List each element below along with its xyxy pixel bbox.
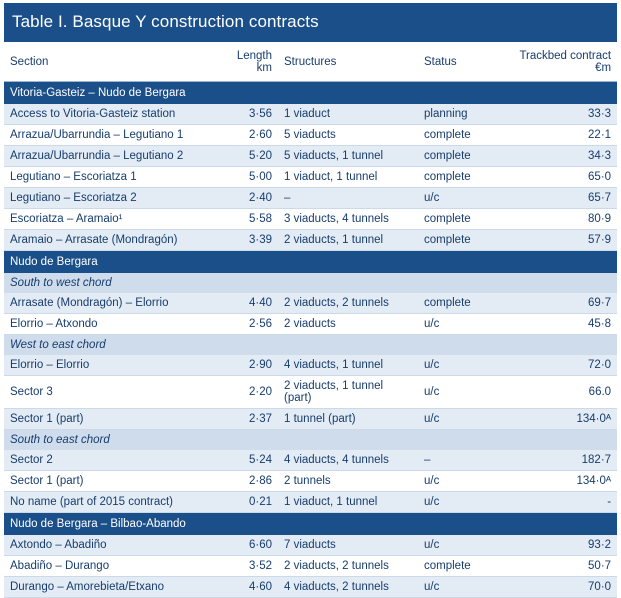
table-cell: 5·00: [216, 167, 278, 188]
table-cell: 2·86: [216, 471, 278, 492]
table-cell: u/c: [418, 188, 506, 209]
table-cell: complete: [418, 230, 506, 251]
table-cell: Durango – Amorebieta/Etxano: [4, 577, 216, 598]
table-cell: 80·9: [506, 209, 617, 230]
table-cell: 33·3: [506, 104, 617, 125]
table-cell: 2 tunnels: [278, 471, 418, 492]
table-cell: 4·40: [216, 293, 278, 314]
table-cell: complete: [418, 125, 506, 146]
column-header: Length km: [216, 43, 278, 82]
table-cell: 22·1: [506, 125, 617, 146]
table-cell: 5·24: [216, 450, 278, 471]
table-header-row: [4, 43, 617, 82]
table-row: [4, 535, 617, 556]
table-cell: u/c: [418, 409, 506, 430]
table-cell: Sector 1 (part): [4, 409, 216, 430]
section-heading-row: [4, 513, 617, 536]
table-cell: 0·21: [216, 492, 278, 513]
table-cell: 4 viaducts, 1 tunnel: [278, 355, 418, 376]
table-cell: 93·2: [506, 535, 617, 556]
table-cell: 70·0: [506, 577, 617, 598]
table-cell: 5·20: [216, 146, 278, 167]
table-cell: 50·7: [506, 556, 617, 577]
table-cell: 134·0ᴬ: [506, 471, 617, 492]
table-cell: 2·20: [216, 376, 278, 409]
table-cell: Abadiño – Durango: [4, 556, 216, 577]
table-cell: 2 viaducts: [278, 314, 418, 335]
table-cell: Sector 1 (part): [4, 471, 216, 492]
table-row: [4, 146, 617, 167]
table-cell: 2·56: [216, 314, 278, 335]
table-cell: 4 viaducts, 4 tunnels: [278, 450, 418, 471]
table-cell: complete: [418, 293, 506, 314]
table-row: [4, 293, 617, 314]
table-cell: Access to Vitoria-Gasteiz station: [4, 104, 216, 125]
table-cell: 6·60: [216, 535, 278, 556]
table-cell: Legutiano – Escoriatza 1: [4, 167, 216, 188]
section-heading-label: Nudo de Bergara – Bilbao-Abando: [4, 513, 617, 536]
table-cell: Arrasate (Mondragón) – Elorrio: [4, 293, 216, 314]
table-cell: 72·0: [506, 355, 617, 376]
table-cell: 1 viaduct, 1 tunnel: [278, 492, 418, 513]
table-cell: 4 viaducts, 2 tunnels: [278, 577, 418, 598]
contracts-table: [4, 3, 617, 598]
section-heading-row: [4, 82, 617, 105]
table-cell: 69·7: [506, 293, 617, 314]
table-cell: u/c: [418, 535, 506, 556]
table-cell: No name (part of 2015 contract): [4, 492, 216, 513]
table-cell: planning: [418, 104, 506, 125]
table-cell: 5 viaducts: [278, 125, 418, 146]
table-cell: -: [506, 492, 617, 513]
subsection-heading-label: South to west chord: [4, 273, 617, 293]
table-row: [4, 492, 617, 513]
table-row: [4, 188, 617, 209]
table-row: [4, 167, 617, 188]
subsection-heading-row: [4, 273, 617, 293]
table-row: [4, 230, 617, 251]
section-heading-row: [4, 251, 617, 274]
table-cell: Escoriatza – Aramaio¹: [4, 209, 216, 230]
table-cell: 2 viaducts, 2 tunnels: [278, 293, 418, 314]
subsection-heading-row: [4, 430, 617, 451]
table-cell: 5 viaducts, 1 tunnel: [278, 146, 418, 167]
table-cell: –: [418, 450, 506, 471]
section-heading-label: Nudo de Bergara: [4, 251, 617, 274]
subsection-heading-row: [4, 335, 617, 356]
table-cell: 2·37: [216, 409, 278, 430]
table-cell: u/c: [418, 355, 506, 376]
table-title: Table I. Basque Y construction contracts: [4, 3, 617, 43]
table-cell: 4·60: [216, 577, 278, 598]
table-body: [4, 3, 617, 598]
table-row: [4, 556, 617, 577]
table-cell: complete: [418, 556, 506, 577]
column-header: Structures: [278, 43, 418, 82]
table-cell: u/c: [418, 314, 506, 335]
table-cell: 1 tunnel (part): [278, 409, 418, 430]
table-cell: 7 viaducts: [278, 535, 418, 556]
table-cell: complete: [418, 146, 506, 167]
table-row: [4, 104, 617, 125]
table-cell: –: [278, 188, 418, 209]
table-cell: 1 viaduct, 1 tunnel: [278, 167, 418, 188]
table-title-row: [4, 3, 617, 43]
table-row: [4, 450, 617, 471]
table-cell: 2·40: [216, 188, 278, 209]
column-header: Section: [4, 43, 216, 82]
table-cell: 45·8: [506, 314, 617, 335]
table-cell: complete: [418, 209, 506, 230]
table-cell: 65·0: [506, 167, 617, 188]
table-cell: 3·52: [216, 556, 278, 577]
table-row: [4, 376, 617, 409]
table-cell: 3 viaducts, 4 tunnels: [278, 209, 418, 230]
subsection-heading-label: South to east chord: [4, 430, 617, 451]
table-cell: u/c: [418, 577, 506, 598]
column-header: Status: [418, 43, 506, 82]
table-cell: 2·60: [216, 125, 278, 146]
subsection-heading-label: West to east chord: [4, 335, 617, 356]
table-cell: Elorrio – Atxondo: [4, 314, 216, 335]
table-cell: 5·58: [216, 209, 278, 230]
table-cell: Elorrio – Elorrio: [4, 355, 216, 376]
table-cell: Sector 3: [4, 376, 216, 409]
table-cell: 182·7: [506, 450, 617, 471]
table-cell: Arrazua/Ubarrundia – Legutiano 1: [4, 125, 216, 146]
table-cell: Axtondo – Abadiño: [4, 535, 216, 556]
table-cell: 3·56: [216, 104, 278, 125]
table-cell: 34·3: [506, 146, 617, 167]
table-cell: 2 viaducts, 2 tunnels: [278, 556, 418, 577]
table-cell: 2·90: [216, 355, 278, 376]
table-row: [4, 577, 617, 598]
table-row: [4, 314, 617, 335]
table-cell: 134·0ᴬ: [506, 409, 617, 430]
table-row: [4, 409, 617, 430]
table-cell: Sector 2: [4, 450, 216, 471]
table-row: [4, 471, 617, 492]
table-row: [4, 355, 617, 376]
table-cell: Arrazua/Ubarrundia – Legutiano 2: [4, 146, 216, 167]
table-cell: 65·7: [506, 188, 617, 209]
table-cell: u/c: [418, 492, 506, 513]
table-cell: 1 viaduct: [278, 104, 418, 125]
table-row: [4, 125, 617, 146]
table-cell: complete: [418, 167, 506, 188]
table-cell: 3·39: [216, 230, 278, 251]
table-cell: 66.0: [506, 376, 617, 409]
table-cell: u/c: [418, 471, 506, 492]
table-cell: 57·9: [506, 230, 617, 251]
table-cell: 2 viaducts, 1 tunnel (part): [278, 376, 418, 409]
column-header: Trackbed contract €m: [506, 43, 617, 82]
table-cell: Legutiano – Escoriatza 2: [4, 188, 216, 209]
section-heading-label: Vitoria-Gasteiz – Nudo de Bergara: [4, 82, 617, 105]
table-row: [4, 209, 617, 230]
table-cell: 2 viaducts, 1 tunnel: [278, 230, 418, 251]
table-cell: Aramaio – Arrasate (Mondragón): [4, 230, 216, 251]
table-cell: u/c: [418, 376, 506, 409]
